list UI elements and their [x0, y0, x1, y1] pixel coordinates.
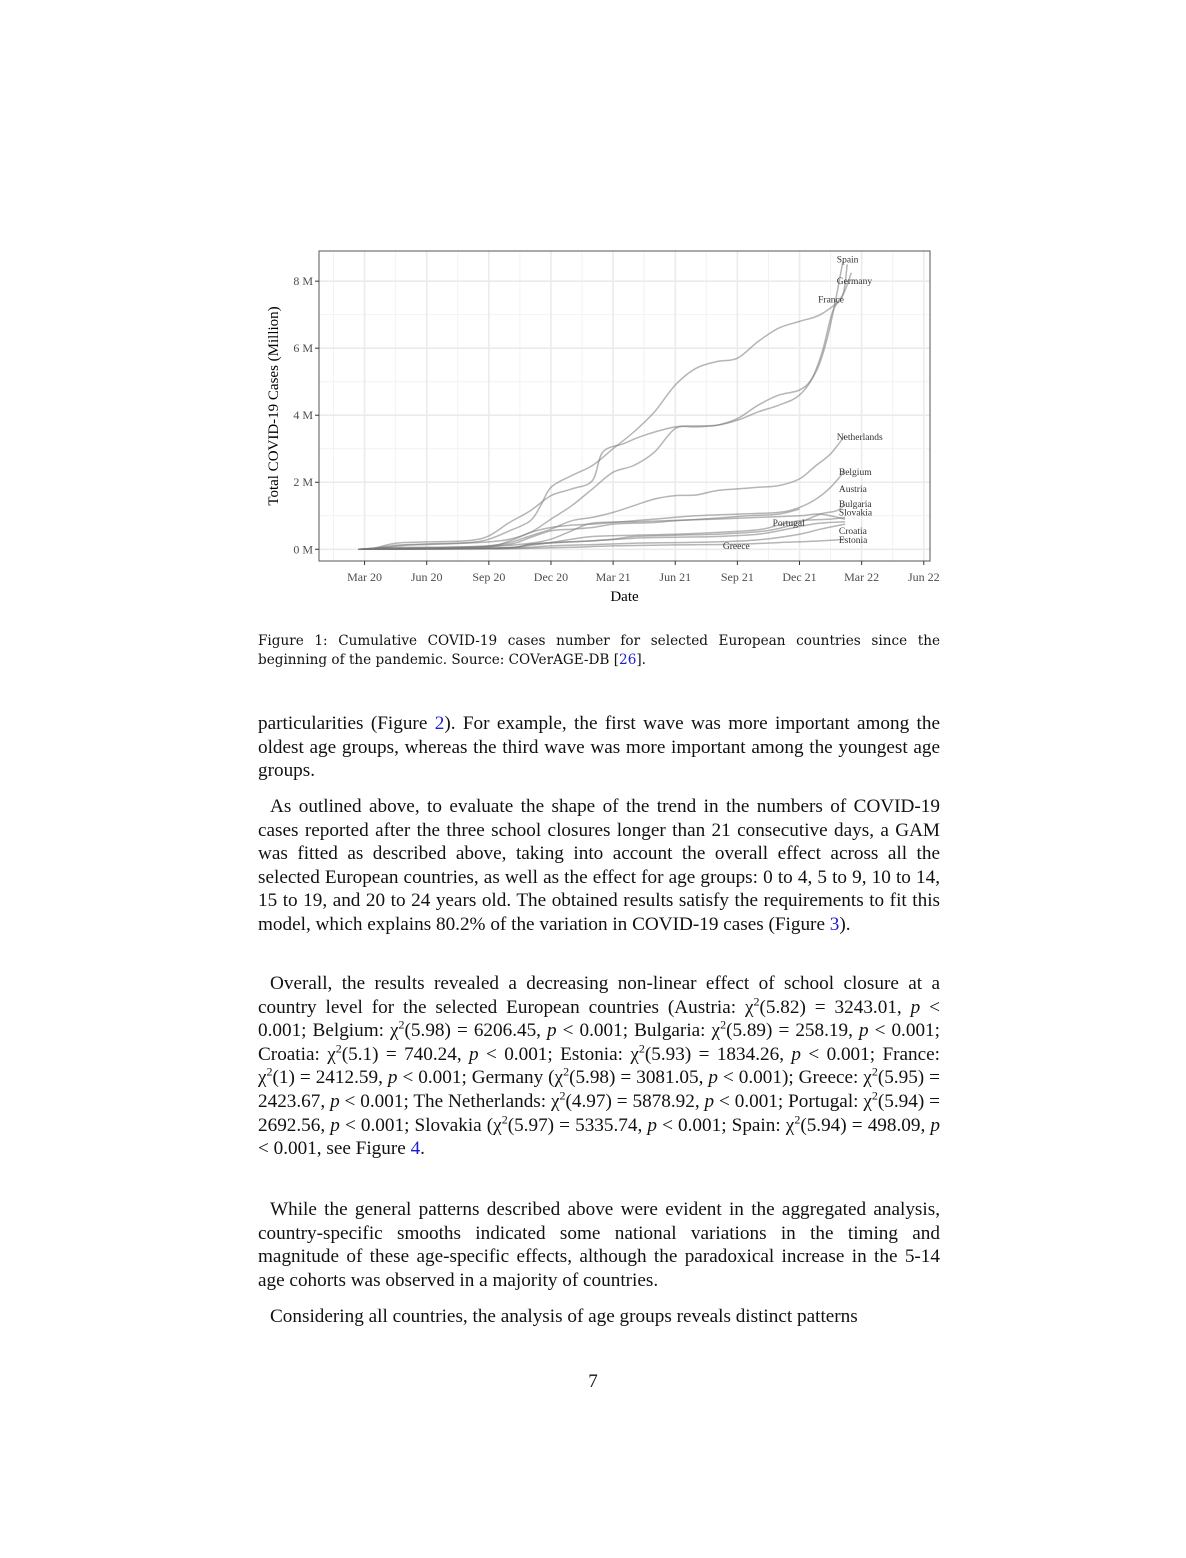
y-tick-label: 2 M — [293, 475, 313, 490]
text-run: < 0.001; Slovakia (χ — [339, 1114, 502, 1136]
superscript: 2 — [871, 1064, 878, 1079]
italic-symbol: p — [547, 1020, 557, 1042]
paragraph-1 — [258, 712, 940, 783]
x-tick-label: Dec 21 — [782, 570, 817, 584]
citation-link[interactable]: 26 — [619, 652, 637, 668]
superscript: 2 — [753, 994, 760, 1009]
superscript: 2 — [559, 1088, 566, 1103]
series-line-spain — [358, 261, 843, 549]
caption-prefix: Figure 1: — [258, 633, 328, 649]
text-run: (5.82) = 3243.01, — [759, 996, 911, 1018]
text-run: particularities (Figure — [258, 713, 435, 734]
paragraph-2 — [258, 795, 940, 937]
country-label-netherlands: Netherlands — [836, 433, 883, 443]
y-axis — [293, 274, 319, 556]
y-tick-label: 0 M — [293, 542, 313, 557]
x-tick-label: Jun 20 — [410, 570, 443, 584]
text-run: . — [420, 1138, 425, 1160]
text-run: < 0.001; Germany (χ — [397, 1067, 564, 1089]
italic-symbol: p — [387, 1067, 398, 1089]
x-tick-label: Sep 20 — [472, 570, 506, 584]
text-run: (5.94) = 498.09, — [800, 1114, 931, 1136]
country-label-greece: Greece — [722, 541, 750, 552]
country-labels — [723, 255, 883, 552]
country-label-slovakia: Slovakia — [838, 508, 873, 519]
x-tick-label: Dec 20 — [533, 570, 569, 584]
paragraph-3 — [258, 972, 940, 1161]
text-run: (5.95) = 2423.67, — [258, 1067, 940, 1112]
figure-caption — [258, 632, 940, 670]
x-tick-label: Sep 21 — [720, 570, 754, 584]
paragraph-5 — [258, 1305, 940, 1329]
x-tick-label: Mar 22 — [844, 570, 880, 584]
text-run: Overall, the results revealed a decreasing non-linear effect of school closure at a country level for the selected European countries (Austria: χ — [258, 973, 940, 1018]
x-tick-label: Jun 21 — [659, 570, 692, 584]
text-run: (5.89) = 258.19, — [726, 1020, 859, 1042]
superscript: 2 — [335, 1041, 342, 1056]
superscript: 2 — [794, 1112, 801, 1127]
superscript: 2 — [720, 1017, 727, 1032]
text-run: (5.97) = 5335.74, — [507, 1114, 648, 1136]
y-tick-label: 6 M — [293, 341, 313, 356]
italic-symbol: p — [708, 1067, 718, 1089]
cumulative-cases-chart — [262, 245, 952, 615]
text-run: < 0.001; Portugal: χ — [714, 1090, 872, 1112]
superscript: 2 — [501, 1112, 508, 1127]
country-label-bulgaria: Bulgaria — [838, 500, 872, 511]
italic-symbol: p — [930, 1114, 940, 1136]
text-run: (5.98) = 6206.45, — [404, 1020, 548, 1042]
superscript: 2 — [871, 1088, 878, 1103]
series-lines — [358, 261, 851, 549]
italic-symbol: p — [330, 1114, 340, 1136]
superscript: 2 — [638, 1041, 645, 1056]
figure-reference-link[interactable]: 2 — [434, 713, 445, 734]
caption-text: Cumulative COVID-19 cases number for selected European countries since the beginning of the pandemic. Source: COVerAGE-DB [ — [258, 633, 940, 668]
text-run: (5.94) = 2692.56, — [258, 1090, 940, 1136]
italic-symbol: p — [910, 996, 921, 1018]
y-tick-label: 8 M — [293, 274, 313, 289]
figure-reference-link[interactable]: 3 — [829, 913, 840, 935]
text-run: < 0.001; Belgium: χ — [258, 996, 940, 1042]
superscript: 2 — [266, 1064, 273, 1079]
text-run: < 0.001); Greece: χ — [717, 1067, 872, 1089]
text-run: < 0.001; France: χ — [258, 1043, 940, 1089]
text-run: < 0.001; Bulgaria: χ — [556, 1020, 721, 1042]
x-tick-label: Mar 20 — [347, 570, 383, 584]
text-run: < 0.001; Croatia: χ — [258, 1020, 940, 1065]
text-run: < 0.001, see Figure — [258, 1138, 411, 1160]
y-tick-label: 4 M — [293, 408, 313, 423]
figure-reference-link[interactable]: 4 — [410, 1138, 421, 1160]
country-label-germany: Germany — [836, 277, 873, 288]
text-run: < 0.001; Estonia: χ — [478, 1043, 639, 1065]
text-run: (4.97) = 5878.92, — [565, 1090, 705, 1112]
x-axis — [347, 561, 940, 584]
text-run: While the general patterns described above were evident in the aggregated analysis, country-specific smooths indicated some national variations in the timing and magnitude of these age-specific effects, although the paradoxical increase in the 5-14 age cohorts was observed in a majority of countries. — [258, 1199, 940, 1291]
text-run: ). — [839, 913, 851, 935]
text-run: (5.93) = 1834.26, — [644, 1043, 792, 1065]
page-number: 7 — [588, 1371, 598, 1392]
figure-1 — [262, 245, 952, 615]
country-label-belgium: Belgium — [838, 468, 872, 479]
italic-symbol: p — [330, 1090, 340, 1112]
text-run: As outlined above, to evaluate the shape of the trend in the numbers of COVID-19 cases reported after the three school closures longer than 21 consecutive days, a GAM was fitted as described above, taking into account the overall effect across all the selected European countries, as well as the effect for age groups: 0 to 4, 5 to 9, 10 to 14, 15 to 19, and 20 to 24 years old. The obtained results satisfy the requirements to fit this model, which explains 80.2% of the variation in COVID-19 cases (Figure — [258, 796, 940, 935]
x-axis-title: Date — [610, 589, 639, 605]
text-run: (1) = 2412.59, — [272, 1067, 388, 1089]
text-run: (5.1) = 740.24, — [341, 1043, 470, 1065]
italic-symbol: p — [858, 1020, 869, 1042]
superscript: 2 — [398, 1017, 405, 1032]
x-tick-label: Mar 21 — [595, 570, 631, 584]
paragraph-4 — [258, 1198, 940, 1292]
country-label-austria: Austria — [838, 484, 867, 495]
country-label-portugal: Portugal — [772, 519, 805, 530]
country-label-croatia: Croatia — [838, 526, 867, 537]
x-tick-label: Jun 22 — [907, 570, 940, 584]
y-axis-title: Total COVID-19 Cases (Million) — [266, 306, 282, 506]
italic-symbol: p — [704, 1090, 715, 1112]
country-label-estonia: Estonia — [838, 535, 868, 546]
text-run: (5.98) = 3081.05, — [569, 1067, 709, 1089]
italic-symbol: p — [791, 1043, 801, 1065]
superscript: 2 — [563, 1064, 570, 1079]
country-label-france: France — [818, 295, 845, 306]
caption-suffix: ]. — [636, 652, 646, 668]
text-run: < 0.001; The Netherlands: χ — [339, 1090, 560, 1112]
text-run: ). For example, the first wave was more important among the oldest age groups, whereas the third wave was more important among the youngest age groups. — [258, 713, 940, 782]
italic-symbol: p — [647, 1114, 657, 1136]
text-run: < 0.001; Spain: χ — [656, 1114, 795, 1136]
country-label-spain: Spain — [836, 255, 859, 266]
italic-symbol: p — [469, 1043, 479, 1065]
text-run: Considering all countries, the analysis of age groups reveals distinct patterns — [270, 1306, 858, 1327]
